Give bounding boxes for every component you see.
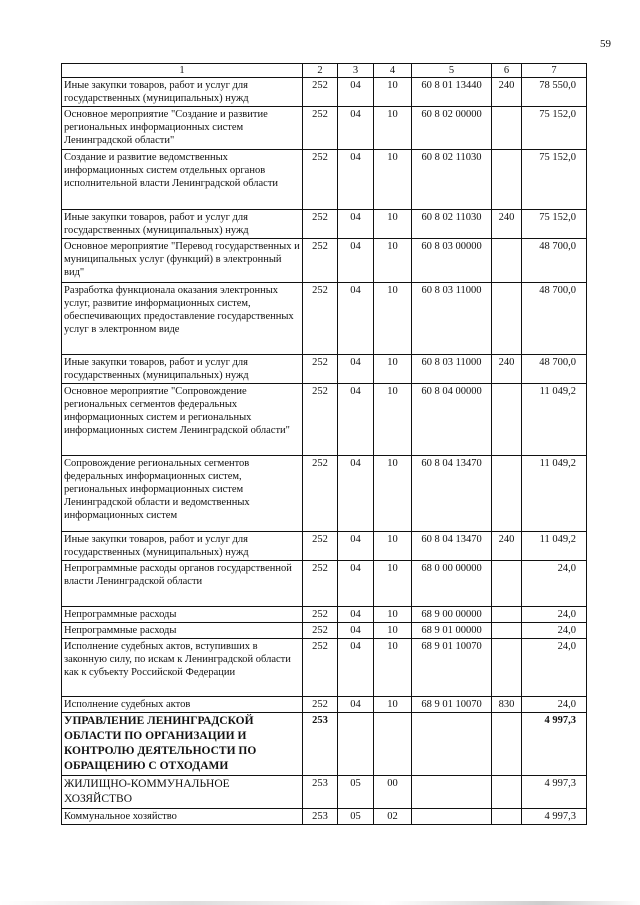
budget-table [61,63,587,825]
row-name: Иные закупки товаров, работ и услуг для государственных (муниципальных) нужд [62,532,303,561]
header-cell: 1 [62,64,303,78]
cell-amount: 11 049,2 [522,384,587,456]
table-row [62,384,587,456]
cell-subsection: 10 [374,239,412,283]
cell-amount: 75 152,0 [522,210,587,239]
cell-subsection: 10 [374,107,412,150]
cell-target-code: 60 8 03 11000 [412,283,492,355]
table-row [62,107,587,150]
row-name: Непрограммные расходы органов государственной власти Ленинградской области [62,561,303,607]
cell-subsection: 10 [374,639,412,697]
cell-target-code [412,713,492,776]
header-cell: 6 [492,64,522,78]
table-row [62,623,587,639]
cell-section: 05 [338,776,374,809]
cell-grbs: 252 [303,607,338,623]
cell-expense-type [492,107,522,150]
page-number: 59 [600,38,611,50]
cell-amount: 48 700,0 [522,355,587,384]
row-name: Разработка функционала оказания электронных услуг, развитие информационных систем, обеспечивающих предоставление государственных услуг в электронном виде [62,283,303,355]
cell-expense-type: 240 [492,532,522,561]
cell-amount: 48 700,0 [522,283,587,355]
cell-section: 04 [338,623,374,639]
table-row [62,355,587,384]
cell-target-code: 60 8 03 11000 [412,355,492,384]
cell-subsection: 10 [374,456,412,532]
cell-expense-type [492,607,522,623]
cell-grbs: 252 [303,150,338,210]
cell-expense-type: 240 [492,210,522,239]
table-row [62,713,587,776]
cell-grbs: 252 [303,78,338,107]
cell-grbs: 252 [303,623,338,639]
cell-subsection: 10 [374,210,412,239]
cell-amount: 4 997,3 [522,713,587,776]
cell-grbs: 252 [303,283,338,355]
cell-subsection: 10 [374,561,412,607]
cell-section: 05 [338,809,374,825]
cell-section: 04 [338,283,374,355]
cell-grbs: 252 [303,384,338,456]
table-row [62,532,587,561]
header-cell: 3 [338,64,374,78]
table-row [62,150,587,210]
cell-target-code [412,776,492,809]
cell-target-code: 60 8 03 00000 [412,239,492,283]
cell-subsection: 10 [374,623,412,639]
cell-amount: 11 049,2 [522,532,587,561]
cell-section: 04 [338,384,374,456]
cell-expense-type [492,713,522,776]
row-name: Основное мероприятие "Перевод государственных и муниципальных услуг (функций) в электронный вид" [62,239,303,283]
row-name: Исполнение судебных актов, вступивших в законную силу, по искам к Ленинградской области как к субъекту Российской Федерации [62,639,303,697]
table-row [62,283,587,355]
cell-section: 04 [338,607,374,623]
cell-expense-type [492,456,522,532]
cell-target-code: 68 9 01 10070 [412,639,492,697]
cell-amount: 24,0 [522,639,587,697]
cell-expense-type [492,639,522,697]
table-row [62,639,587,697]
cell-grbs: 252 [303,210,338,239]
cell-subsection: 10 [374,607,412,623]
cell-amount: 78 550,0 [522,78,587,107]
row-name: Непрограммные расходы [62,623,303,639]
cell-amount: 48 700,0 [522,239,587,283]
cell-amount: 24,0 [522,561,587,607]
row-name: Исполнение судебных актов [62,697,303,713]
row-name: ЖИЛИЩНО-КОММУНАЛЬНОЕ ХОЗЯЙСТВО [62,776,303,809]
table-row [62,78,587,107]
cell-amount: 24,0 [522,623,587,639]
cell-target-code: 60 8 01 13440 [412,78,492,107]
cell-expense-type [492,384,522,456]
cell-section: 04 [338,639,374,697]
cell-grbs: 253 [303,713,338,776]
cell-subsection: 10 [374,150,412,210]
cell-target-code: 68 0 00 00000 [412,561,492,607]
cell-subsection [374,713,412,776]
table-row [62,210,587,239]
cell-expense-type [492,283,522,355]
cell-expense-type: 240 [492,355,522,384]
cell-section: 04 [338,561,374,607]
cell-target-code: 60 8 02 00000 [412,107,492,150]
cell-amount: 24,0 [522,607,587,623]
cell-grbs: 252 [303,561,338,607]
table-row [62,697,587,713]
cell-grbs: 252 [303,697,338,713]
cell-target-code: 68 9 00 00000 [412,607,492,623]
table-row [62,456,587,532]
table-header-row [62,64,587,78]
cell-section: 04 [338,239,374,283]
row-name: Коммунальное хозяйство [62,809,303,825]
cell-expense-type [492,809,522,825]
row-name: Иные закупки товаров, работ и услуг для государственных (муниципальных) нужд [62,78,303,107]
row-name: Основное мероприятие "Создание и развитие региональных информационных систем Ленинградской области" [62,107,303,150]
cell-grbs: 253 [303,776,338,809]
cell-section [338,713,374,776]
cell-target-code [412,809,492,825]
cell-target-code: 60 8 02 11030 [412,150,492,210]
header-cell: 5 [412,64,492,78]
cell-subsection: 10 [374,532,412,561]
header-cell: 2 [303,64,338,78]
cell-subsection: 10 [374,384,412,456]
cell-section: 04 [338,210,374,239]
cell-section: 04 [338,355,374,384]
cell-expense-type [492,623,522,639]
cell-amount: 11 049,2 [522,456,587,532]
table-row [62,607,587,623]
cell-grbs: 253 [303,809,338,825]
cell-grbs: 252 [303,107,338,150]
cell-expense-type [492,150,522,210]
cell-expense-type [492,776,522,809]
row-name: Непрограммные расходы [62,607,303,623]
cell-subsection: 10 [374,355,412,384]
cell-grbs: 252 [303,355,338,384]
header-cell: 7 [522,64,587,78]
cell-target-code: 60 8 04 00000 [412,384,492,456]
cell-target-code: 60 8 04 13470 [412,456,492,532]
cell-section: 04 [338,456,374,532]
cell-expense-type [492,239,522,283]
row-name: Иные закупки товаров, работ и услуг для государственных (муниципальных) нужд [62,355,303,384]
cell-grbs: 252 [303,456,338,532]
cell-target-code: 60 8 02 11030 [412,210,492,239]
row-name: Создание и развитие ведомственных информационных систем отдельных органов исполнительной власти Ленинградской области [62,150,303,210]
cell-target-code: 68 9 01 00000 [412,623,492,639]
cell-section: 04 [338,78,374,107]
cell-section: 04 [338,697,374,713]
row-name: Сопровождение региональных сегментов федеральных информационных систем, региональных информационных систем Ленинградской области и ведомственных информационных систем [62,456,303,532]
cell-grbs: 252 [303,532,338,561]
cell-expense-type: 240 [492,78,522,107]
cell-section: 04 [338,107,374,150]
cell-subsection: 00 [374,776,412,809]
cell-amount: 75 152,0 [522,107,587,150]
cell-subsection: 10 [374,78,412,107]
cell-target-code: 68 9 01 10070 [412,697,492,713]
cell-section: 04 [338,150,374,210]
cell-subsection: 10 [374,283,412,355]
table-row [62,776,587,809]
row-name: УПРАВЛЕНИЕ ЛЕНИНГРАДСКОЙ ОБЛАСТИ ПО ОРГАНИЗАЦИИ И КОНТРОЛЮ ДЕЯТЕЛЬНОСТИ ПО ОБРАЩЕНИЮ С ОТХОДАМИ [62,713,303,776]
cell-amount: 4 997,3 [522,776,587,809]
row-name: Основное мероприятие "Сопровождение региональных сегментов федеральных информационных систем и региональных информационных систем Ленинградской области" [62,384,303,456]
cell-grbs: 252 [303,239,338,283]
cell-section: 04 [338,532,374,561]
cell-grbs: 252 [303,639,338,697]
cell-target-code: 60 8 04 13470 [412,532,492,561]
cell-amount: 75 152,0 [522,150,587,210]
cell-amount: 4 997,3 [522,809,587,825]
table-row [62,239,587,283]
cell-subsection: 02 [374,809,412,825]
header-cell: 4 [374,64,412,78]
cell-expense-type: 830 [492,697,522,713]
row-name: Иные закупки товаров, работ и услуг для государственных (муниципальных) нужд [62,210,303,239]
cell-expense-type [492,561,522,607]
scan-edge-artifact [0,901,640,905]
table-row [62,809,587,825]
cell-subsection: 10 [374,697,412,713]
table-row [62,561,587,607]
cell-amount: 24,0 [522,697,587,713]
